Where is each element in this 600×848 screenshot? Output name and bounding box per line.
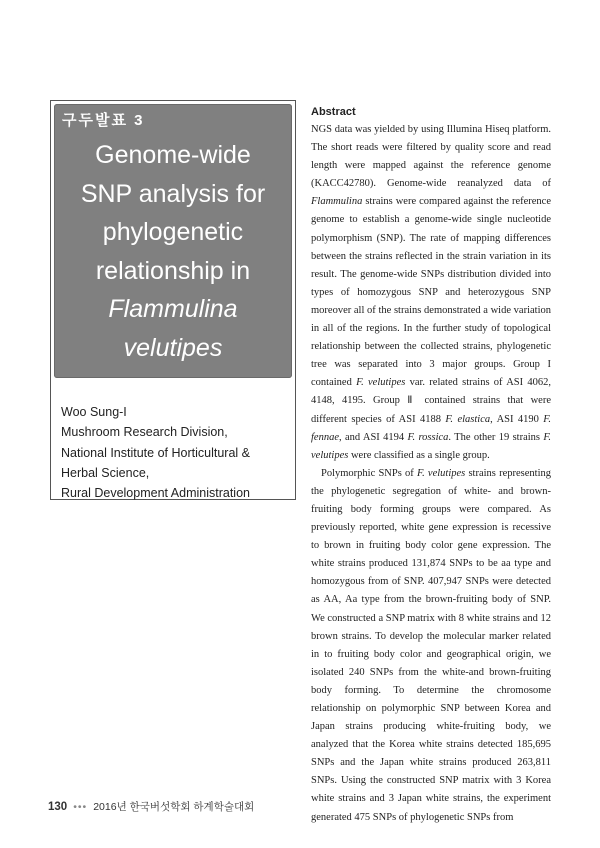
- species-name: F. rossica: [407, 431, 449, 443]
- title-line-italic: velutipes: [123, 333, 223, 362]
- text-run: NGS data was yielded by using Illumina Hiseq platform. The short reads were filtered by quality score and read length were mapped against the reference genome (KACC42780). Genome-wide reanalyzed data of: [311, 124, 551, 190]
- page-number: 130: [48, 801, 68, 813]
- text-run: , ASI 4190: [490, 413, 544, 425]
- affiliation-line: Rural Development Administration: [61, 486, 250, 501]
- text-run: strains were compared against the reference genome to establish a genome-wide single nucleotide polymorphism (SNP). The rate of mapping differences between the strains reflected in the strain variation in its result. The genome-wide SNPs distribution divided into types of homozygous SNP and heterozygous SNP moreover all of the strains demonstrated a wide variation in all of the regions. In the further study of topological relationship between the collected strains, phylogenetic tree was separated into 3 major groups. Group I contained: [311, 196, 551, 389]
- text-run: strains representing the phylogenetic segregation of white- and brown-fruiting body forming groups were compared. As previously reported, white gene expression is recessive to brown in fruiting body color gene expression. The white strains produced 131,874 SNPs to be aa type and homozygous from of SNP. 407,947 SNPs were detected as AA, Aa type from the brown-fruiting body of SNP. We constructed a SNP matrix with 8 white strains and 12 brown strains. To develop the molecular marker related in to fruiting body color and geographical origin, we isolated 240 SNPs from the white-and brown-fruiting body forming. To determine the chromosome relationship on polymorphic SNP between Korea and Japan strains producing white-fruiting body, we analyzed that the Korea white strains detected 185,695 SNPs and the Japan white strains produced 263,811 SNPs. Using the constructed SNP matrix with 3 Korea white strains and 3 Japan white strains, the experiment generated 475 SNPs of phylogenetic SNPs from: [311, 467, 552, 823]
- species-name: F. fennae: [311, 413, 551, 443]
- title-line: relationship in: [95, 256, 251, 285]
- abstract-heading: Abstract: [311, 106, 356, 118]
- author-name: Woo Sung-I: [61, 405, 127, 419]
- species-name: F. velutipes: [311, 431, 552, 461]
- event-name: 2016년 한국버섯학회 하계학술대회: [93, 801, 255, 813]
- abstract-paragraph-2: [311, 465, 551, 827]
- page-footer: [48, 799, 254, 814]
- abstract-paragraph-1: [311, 121, 551, 465]
- text-run: were classified as a single group.: [348, 449, 490, 461]
- paper-title: [56, 136, 290, 367]
- text-run: . The other 19 strains: [448, 431, 544, 443]
- title-line: phylogenetic: [102, 218, 244, 246]
- title-line: Genome-wide: [95, 141, 251, 169]
- species-name: F. velutipes: [356, 377, 406, 389]
- session-label: 구두발표 3: [62, 112, 145, 129]
- text-run: var. related strains of ASI 4062, 4148, 4195. Group Ⅱ contained strains that were different species of ASI 4188: [311, 377, 551, 425]
- text-run: Polymorphic SNPs of: [321, 467, 418, 479]
- affiliation-line: Mushroom Research Division,: [61, 425, 228, 440]
- author-block: [61, 402, 293, 503]
- affiliation-line: National Institute of Horticultural &: [61, 445, 250, 460]
- species-name: F. elastica: [445, 413, 491, 425]
- affiliation-line: Herbal Science,: [61, 465, 150, 480]
- abstract-section: [311, 104, 551, 827]
- title-line-italic: Flammulina: [108, 295, 238, 323]
- species-name: F. velutipes: [417, 467, 466, 479]
- footer-dots: •••: [73, 801, 88, 813]
- title-line: SNP analysis for: [80, 179, 266, 208]
- species-name: Flammulina: [311, 196, 363, 208]
- text-run: , and ASI 4194: [339, 431, 408, 443]
